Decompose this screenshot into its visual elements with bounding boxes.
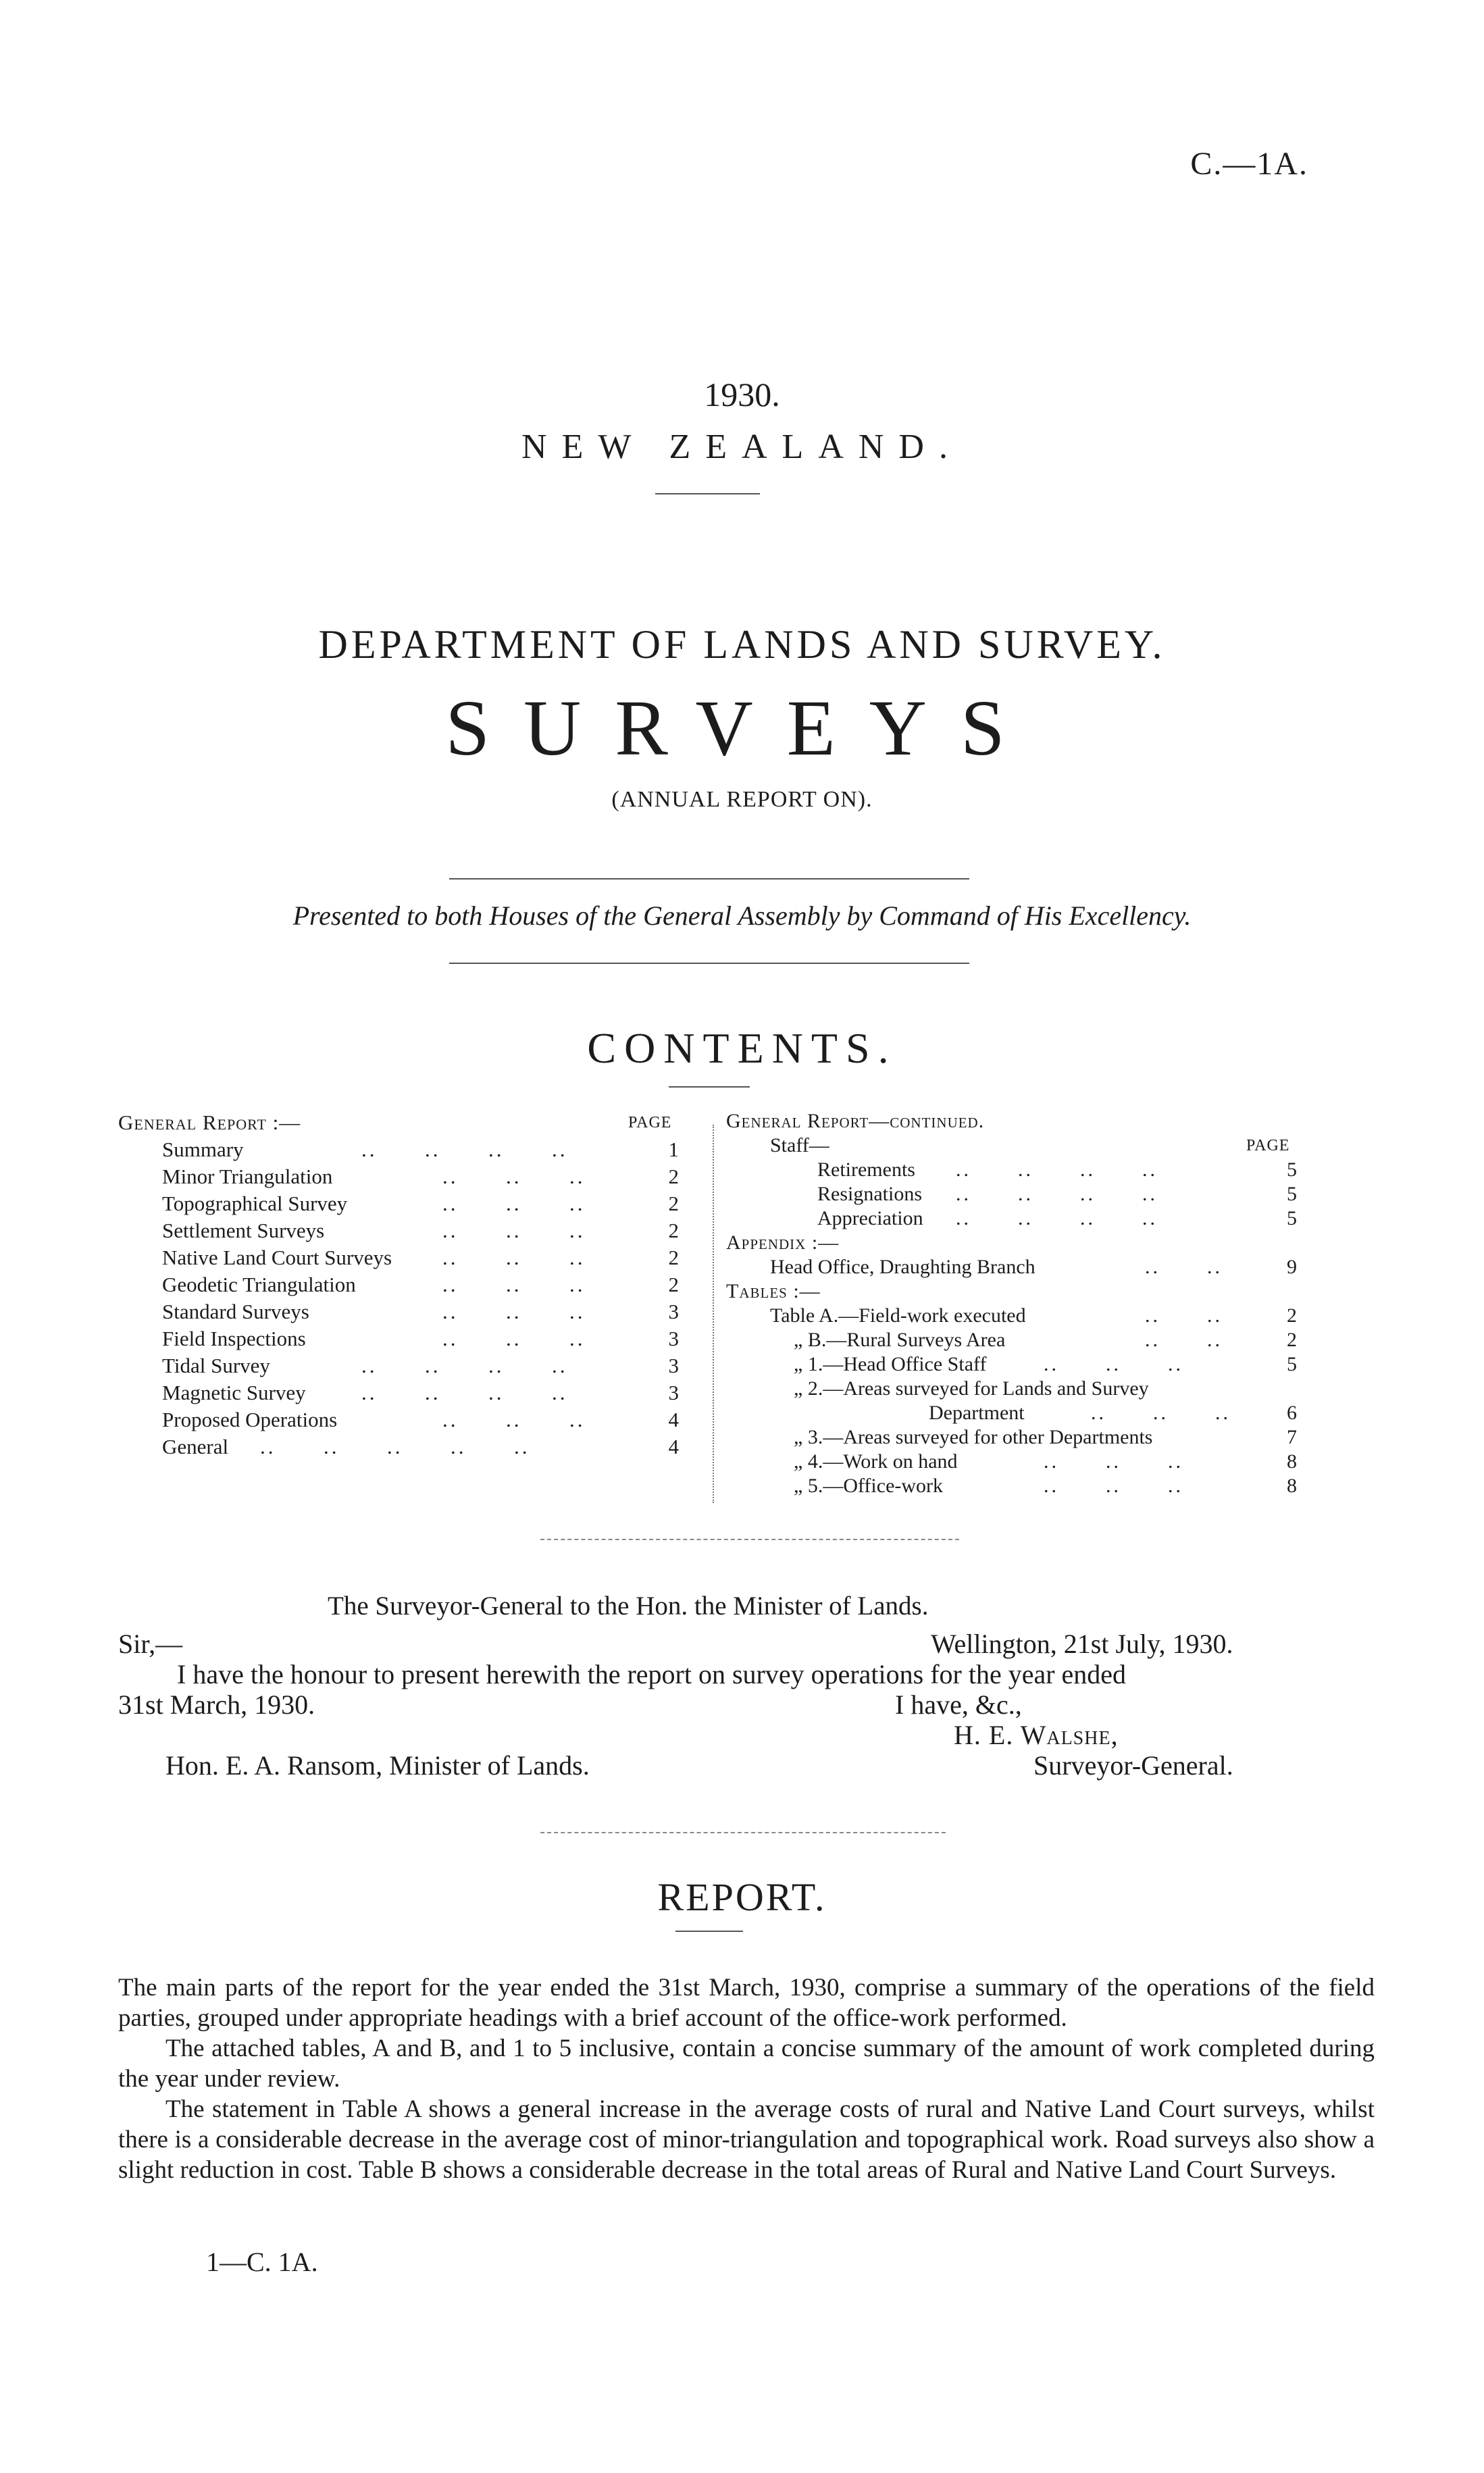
presented-statement: Presented to both Houses of the General Assembly by Command of His Excellency. (292, 900, 1192, 931)
divider (655, 493, 760, 494)
report-paragraph: The main parts of the report for the year ended the 31st March, 1930, comprise a summary of the operations of the field parties, grouped under appropriate headings with a brief account of the office-work performed. (118, 1974, 1375, 2032)
toc-item: Standard Surveys .. .. .. 3 (162, 1300, 679, 1323)
toc-item: Summary .. .. .. .. 1 (162, 1138, 679, 1161)
letter-addressee: Hon. E. A. Ransom, Minister of Lands. (165, 1750, 590, 1781)
divider (675, 1931, 743, 1932)
letter-salutation: Sir,— (118, 1629, 183, 1659)
toc-item: „ 2.—Areas surveyed for Lands and Survey (794, 1377, 1149, 1400)
toc-item: Magnetic Survey .. .. .. .. 3 (162, 1381, 679, 1404)
toc-left-column (118, 1109, 699, 1460)
divider (540, 1539, 959, 1540)
toc-item: General .. .. .. .. .. 4 (162, 1435, 679, 1458)
report-body (118, 1972, 1375, 2185)
report-subtitle: (ANNUAL REPORT ON). (611, 787, 873, 812)
appendix-heading: Appendix :— (726, 1231, 840, 1254)
department-heading: DEPARTMENT OF LANDS AND SURVEY. (318, 622, 1166, 667)
letter-body: 31st March, 1930. (118, 1689, 315, 1720)
toc-item: „ 1.—Head Office Staff .. .. .. 5 (794, 1353, 1297, 1375)
letter-closing: I have, &c., (895, 1689, 1022, 1720)
toc-item: Settlement Surveys .. .. .. 2 (162, 1219, 679, 1242)
report-year: 1930. (704, 376, 780, 413)
page-label: PAGE (628, 1114, 672, 1131)
toc-item: Resignations .. .. .. .. 5 (817, 1183, 1297, 1205)
toc-item: Geodetic Triangulation .. .. .. 2 (162, 1273, 679, 1296)
footer-code: 1—C. 1A. (206, 2247, 318, 2277)
toc-item: Native Land Court Surveys .. .. .. 2 (162, 1246, 679, 1269)
report-paragraph: The attached tables, A and B, and 1 to 5 inclusive, contain a concise summary of the amount of work completed during the year under review. (118, 2035, 1375, 2093)
document-code: C.—1A. (1190, 146, 1308, 182)
toc-item: Tidal Survey .. .. .. .. 3 (162, 1354, 679, 1377)
contents-heading: CONTENTS. (587, 1024, 897, 1072)
letter-heading: The Surveyor-General to the Hon. the Minister of Lands. (328, 1591, 929, 1621)
toc-item: Minor Triangulation .. .. .. 2 (162, 1165, 679, 1188)
toc-item: „ 3.—Areas surveyed for other Departments 7 (794, 1426, 1297, 1448)
page-label: PAGE (1246, 1137, 1290, 1154)
toc-item: Proposed Operations .. .. .. 4 (162, 1408, 679, 1431)
toc-item: „ B.—Rural Surveys Area .. .. 2 (794, 1329, 1297, 1351)
toc-item: Retirements .. .. .. .. 5 (817, 1158, 1297, 1181)
toc-item: Field Inspections .. .. .. 3 (162, 1327, 679, 1350)
signer-name: H. E. Walshe, (954, 1720, 1119, 1750)
toc-left-heading: General Report :— (118, 1111, 301, 1134)
tables-heading: Tables :— (726, 1280, 821, 1302)
letter-date: Wellington, 21st July, 1930. (931, 1629, 1233, 1659)
toc-item: Department .. .. .. 6 (929, 1402, 1297, 1424)
letter-body: I have the honour to present herewith the report on survey operations for the year ended (177, 1659, 1127, 1689)
toc-item: Head Office, Draughting Branch .. .. 9 (770, 1256, 1297, 1278)
toc-column-divider (713, 1125, 714, 1503)
toc-right-column (726, 1109, 1321, 1498)
staff-heading: Staff— (770, 1134, 829, 1156)
toc-item: Table A.—Field-work executed .. .. 2 (770, 1304, 1297, 1327)
toc-right-heading: General Report—continued. (726, 1110, 985, 1132)
divider (540, 1832, 946, 1833)
report-paragraph: The statement in Table A shows a general increase in the average costs of rural and Native Land Court surveys, whilst there is a considerable decrease in the average cost of minor-triangulation and topographical work. Road surveys also show a slight reduction in cost. Table B shows a considerable decrease in the total areas of Rural and Native Land Court Surveys. (118, 2095, 1375, 2184)
report-title: SURVEYS (445, 684, 1039, 772)
divider (669, 1086, 750, 1088)
toc-item: Topographical Survey .. .. .. 2 (162, 1192, 679, 1215)
divider (449, 878, 969, 879)
signer-title: Surveyor-General. (1033, 1750, 1233, 1781)
divider (449, 963, 969, 964)
toc-item: Appreciation .. .. .. .. 5 (817, 1207, 1297, 1229)
country-heading: NEW ZEALAND. (521, 428, 963, 466)
toc-item: „ 4.—Work on hand .. .. .. 8 (794, 1450, 1297, 1473)
toc-item: „ 5.—Office-work .. .. .. 8 (794, 1475, 1297, 1497)
report-heading: REPORT. (657, 1875, 827, 1919)
